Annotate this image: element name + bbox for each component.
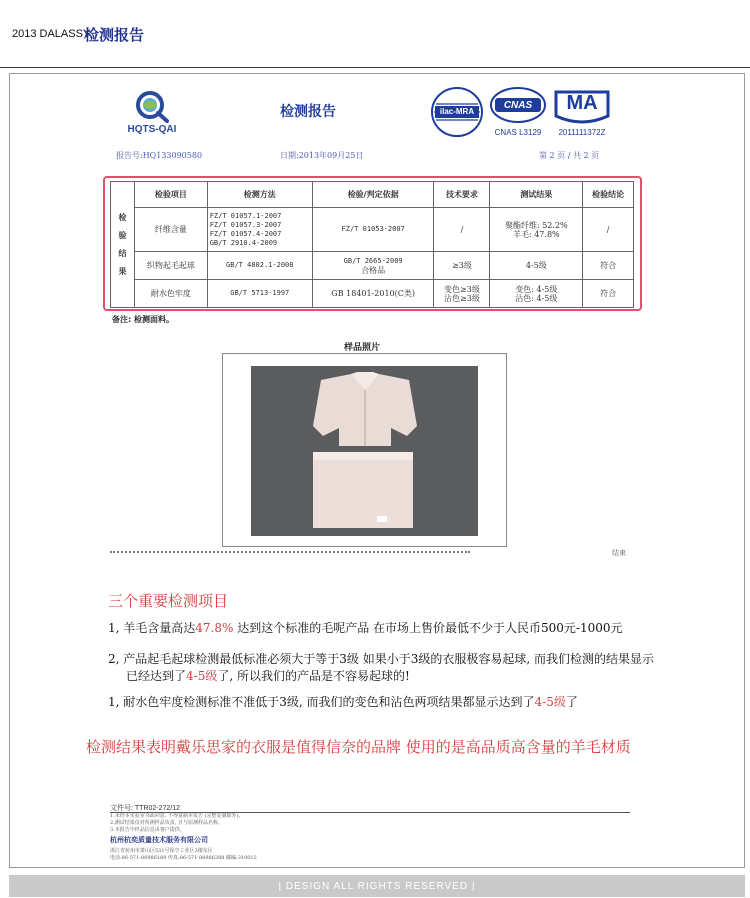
hqts-logo [117, 88, 187, 138]
footer-notes: 1.未经本实验室书面同意, 不得复制本报告 (完整复制除外)。 2.测试结果仅对所测样品负责, 且与原测样品名称。 3.本报告中样品信息由客户提供。 [110, 812, 630, 834]
col-header: 测试结果 [490, 182, 583, 208]
col-header: 检测方法 [207, 182, 312, 208]
top-banner [0, 0, 750, 68]
page-indicator: 第 2 页 / 共 2 页 [539, 151, 600, 160]
end-divider [110, 551, 470, 553]
cell-item: 织物起毛起球 [135, 252, 208, 280]
cell-conclusion: / [583, 208, 634, 252]
cell-method: GB/T 5713-1997 [207, 280, 312, 308]
cell-result: 4-5级 [490, 252, 583, 280]
cell-requirement: 变色≥3级 沾色≥3级 [434, 280, 490, 308]
table-row [111, 208, 634, 252]
end-label: 结束 [612, 549, 626, 557]
cell-result: 变色: 4-5级 沾色: 4-5级 [490, 280, 583, 308]
report-date: 日期:2013年09月25日 [280, 151, 364, 160]
ma-label: MA [566, 92, 598, 114]
bottom-bar [9, 875, 745, 897]
cell-requirement: / [434, 208, 490, 252]
cnas-label: CNAS [503, 100, 533, 111]
highlights-title: 三个重要检测项目 [108, 592, 229, 610]
cell-basis: GB/T 2665-2009 合格品 [312, 252, 434, 280]
cell-result: 聚酯纤维: 52.2% 羊毛: 47.8% [490, 208, 583, 252]
table-row [111, 252, 634, 280]
cell-item: 纤维含量 [135, 208, 208, 252]
brand-label: 2013 DALASSY [12, 28, 91, 40]
table-header-row [111, 182, 634, 208]
summary-statement: 检测结果表明戴乐思家的衣服是值得信奈的品牌 使用的是高品质高含量的羊毛材质 [86, 738, 631, 756]
cnas-seal [489, 86, 547, 138]
sample-photo [251, 366, 478, 536]
document-title: 检测报告 [280, 104, 336, 120]
highlight-item-2: 2, 产品起毛起球检测最低标准必须大于等于3级 如果小于3级的衣服极容易起球, 而我们检测的结果显示 已经达到了4-5级了, 所以我们的产品是不容易起球的! [108, 652, 654, 683]
hqts-logo-caption: HQTS-QAI [127, 124, 177, 135]
report-number: 报告号:HQ133090580 [116, 151, 203, 160]
cell-method: GB/T 4802.1-2008 [207, 252, 312, 280]
company-address: 浙江省杭州市萧山区531号保亨工业区3楼东区 电话:86-571-88986188 传真:86-571-88986288 邮编:310012 [110, 848, 257, 861]
cell-basis: GB 18401-2010(C类) [312, 280, 434, 308]
cnas-caption: CNAS L3129 [494, 128, 542, 137]
cell-method: FZ/T 01057.1-2007 FZ/T 01057.3-2007 FZ/T 01057.4-2007 GB/T 2910.4-2009 [207, 208, 312, 252]
ma-seal [550, 86, 614, 138]
rights-text: | DESIGN ALL RIGHTS RESERVED | [278, 881, 476, 892]
magnifier-globe-icon [117, 88, 187, 124]
ma-caption: 2011111372Z [558, 128, 606, 137]
cell-item: 耐水色牢度 [135, 280, 208, 308]
side-label: 检 验 结 果 [111, 182, 135, 308]
highlight-item-1: 1, 羊毛含量高达47.8% 达到这个标准的毛呢产品 在市场上售价最低不少于人民币500元-1000元 [108, 621, 623, 635]
file-number: 文件号: TTR02-272/12 [110, 805, 181, 812]
banner-title: 检测报告 [84, 26, 145, 44]
col-header: 检验结论 [583, 182, 634, 208]
highlight-item-3: 1, 耐水色牢度检测标准不准低于3级, 而我们的变色和沾色两项结果都显示达到了4-5级了 [108, 695, 578, 709]
cell-basis: FZ/T 01053-2007 [312, 208, 434, 252]
ilac-mra-seal [430, 86, 484, 138]
col-header: 技术要求 [434, 182, 490, 208]
results-table [110, 181, 634, 308]
photo-title: 样品照片 [344, 343, 381, 353]
col-header: 检验/判定依据 [312, 182, 434, 208]
col-header: 检验项目 [135, 182, 208, 208]
ilac-label: ilac-MRA [439, 107, 475, 116]
table-note: 备注: 检测面料。 [112, 315, 174, 324]
company-name: 杭州杭奕质量技术服务有限公司 [110, 836, 208, 844]
cell-conclusion: 符合 [583, 252, 634, 280]
table-row [111, 280, 634, 308]
cell-conclusion: 符合 [583, 280, 634, 308]
cell-requirement: ≥3级 [434, 252, 490, 280]
